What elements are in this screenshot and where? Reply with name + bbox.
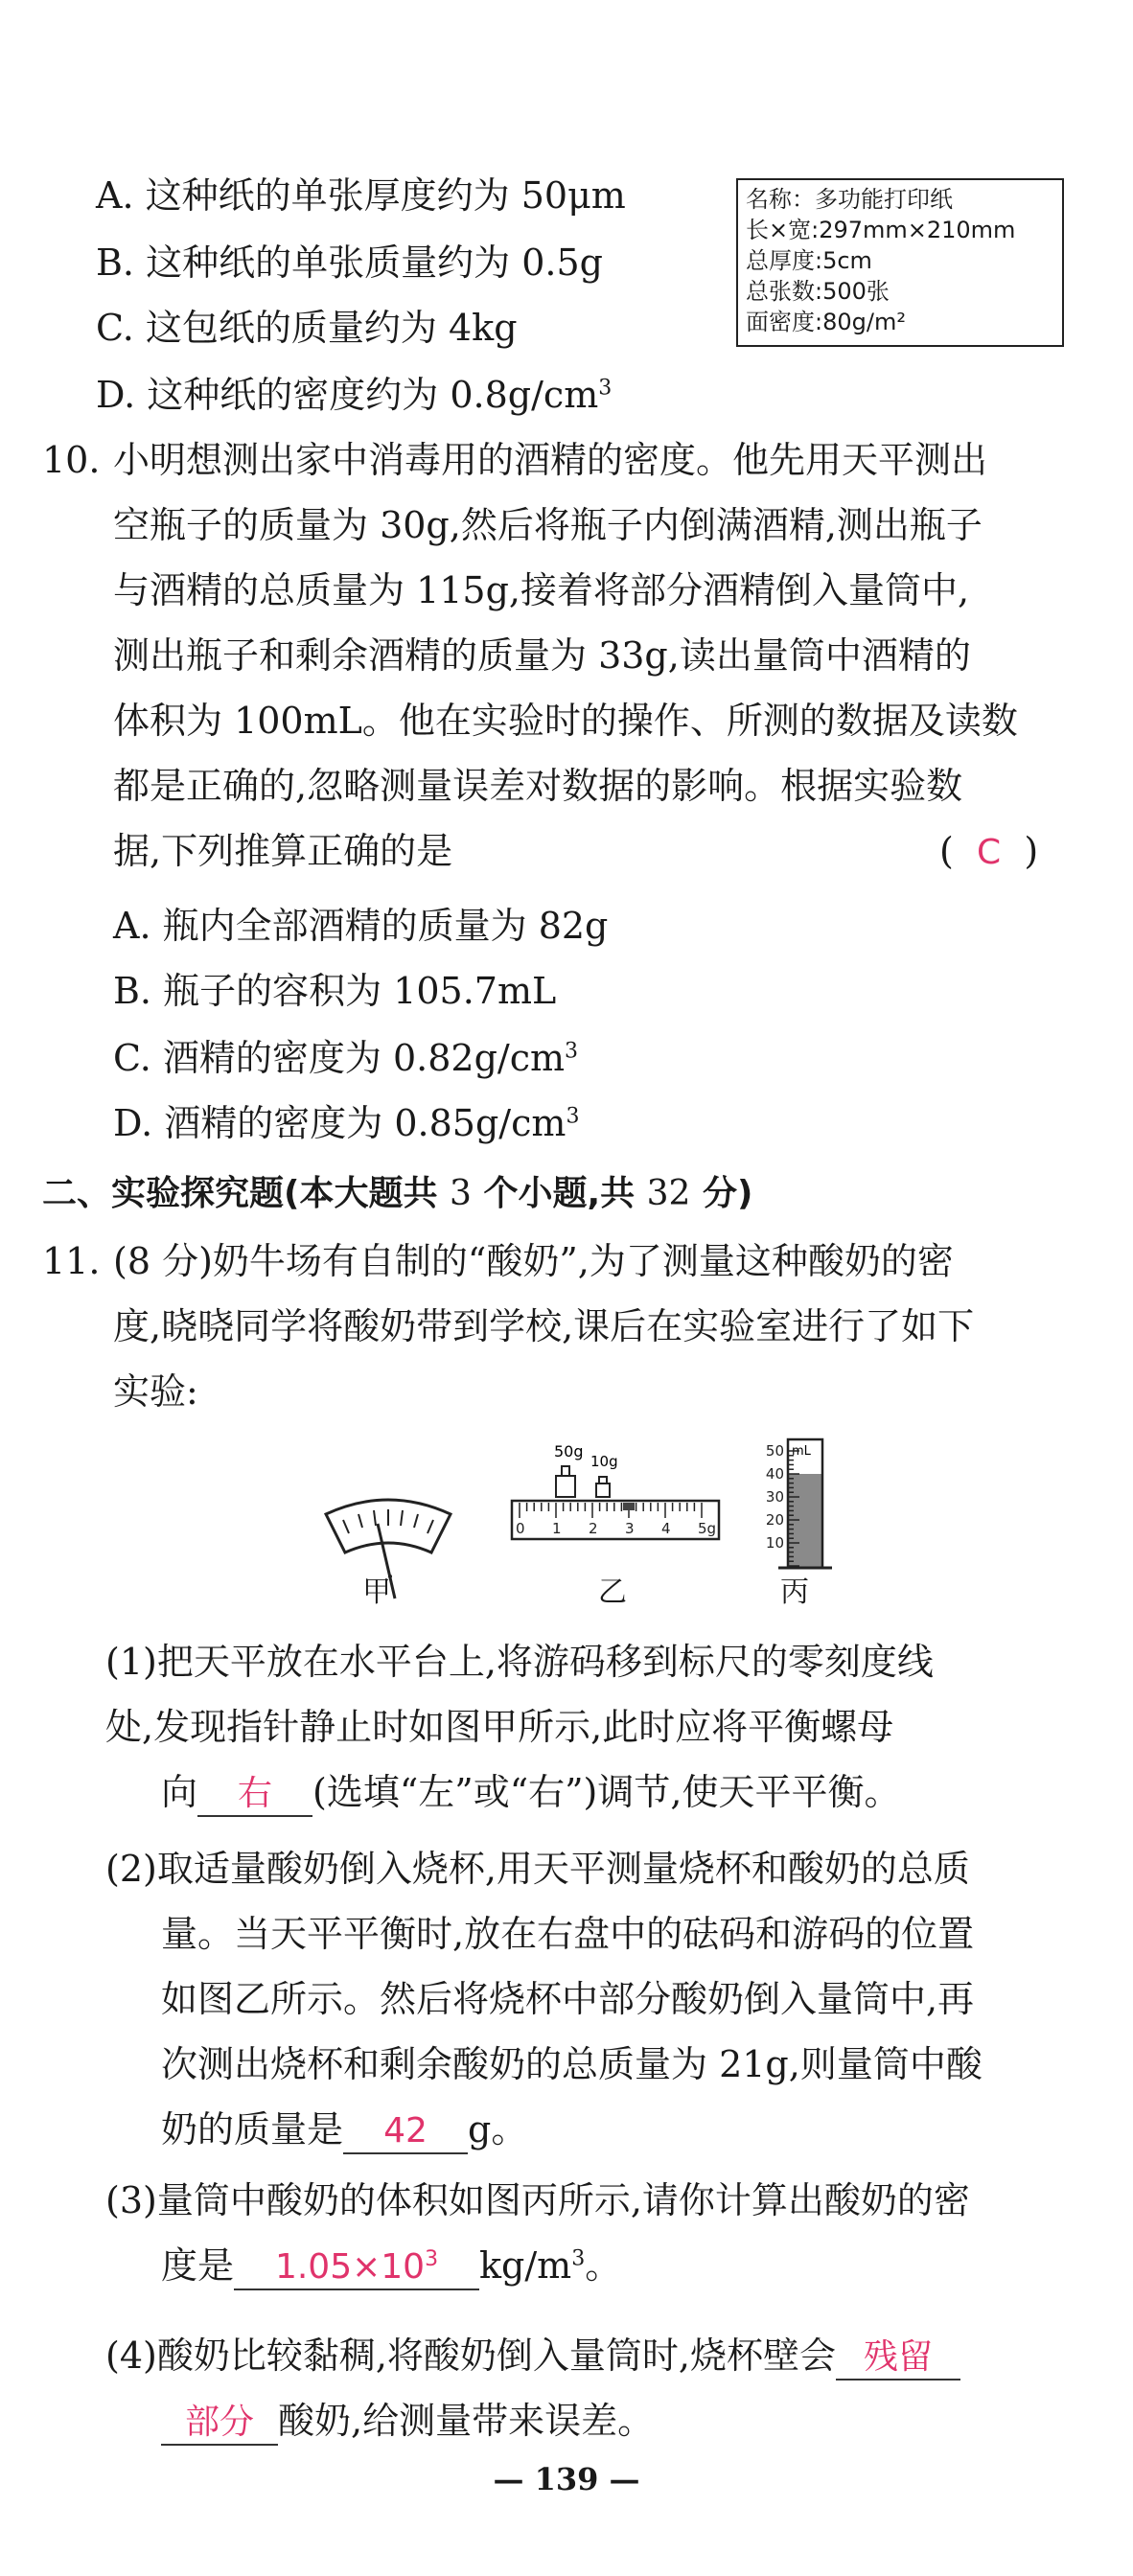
q11-p2-line-3: 如图乙所示。然后将烧杯中部分酸奶倒入量筒中,再 — [161, 1978, 975, 2020]
q10-line-6: 都是正确的,忽略测量误差对数据的影响。根据实验数 — [113, 765, 963, 807]
paper-info-box — [736, 178, 1064, 347]
q11-p4-blank-b — [161, 2400, 278, 2446]
section-2-heading: 二、实验探究题(本大题共 3 个小题,共 32 分) — [42, 1174, 753, 1213]
weight-label-10g: 10g — [590, 1453, 618, 1470]
q11-p3-line-2: 度是 $1.05\times 10^3$ $kg/m^3$。 — [161, 2241, 621, 2290]
q11-p4-answer-b: 部分 — [184, 2403, 254, 2442]
ruler-tick-label: 3 — [625, 1520, 635, 1537]
q11-p1-line-3: 向 右 (选填“左”或“右”)调节,使天平平衡。 — [161, 1767, 900, 1817]
q11-line-2: 度,晓晓同学将酸奶带到学校,课后在实验室进行了如下 — [113, 1305, 975, 1347]
q10-option-b: B. 瓶子的容积为 105.7mL — [113, 970, 557, 1012]
cylinder-unit-label: mL — [792, 1444, 811, 1459]
q10-line-2: 空瓶子的质量为 30g,然后将瓶子内倒满酒精,测出瓶子 — [113, 504, 983, 546]
q11-p3-answer: $1.05\times 10^3$ — [274, 2247, 439, 2287]
q9-option-a: A. 这种纸的单张厚度约为 50μm — [96, 174, 626, 217]
info-name: 名称：多功能打印纸 — [746, 186, 953, 213]
cylinder-tick-label: 20 — [765, 1511, 784, 1529]
figure-label-jia: 甲 — [362, 1576, 391, 1609]
ruler-tick-label: 1 — [552, 1520, 562, 1537]
q9-option-d: D. 这种纸的密度约为 $0.8g/cm^3$ — [96, 374, 613, 416]
cylinder-tick-label: 40 — [765, 1465, 784, 1483]
q11-p2-answer: 42 — [383, 2111, 428, 2150]
q11-line-1: (8 分)奶牛场有自制的“酸奶”,为了测量这种酸奶的密 — [113, 1240, 954, 1282]
ruler-rider-icon — [623, 1503, 635, 1510]
info-count: 总张数:500张 — [746, 278, 890, 305]
q11-p2-line-5: 奶的质量是 42 g。 — [161, 2104, 527, 2154]
q11-p4-answer-a: 残留 — [863, 2337, 933, 2377]
cylinder-tick-label: 50 — [765, 1442, 784, 1460]
q10-line-4: 测出瓶子和剩余酒精的质量为 33g,读出量筒中酒精的 — [113, 634, 971, 677]
page-number: — 139 — — [493, 2461, 640, 2497]
cylinder-tick-label: 10 — [765, 1534, 784, 1552]
q11-p3-blank — [234, 2244, 479, 2290]
weights-ruler-figure — [504, 1438, 727, 1562]
ruler-tick-label: 2 — [589, 1520, 598, 1537]
info-density: 面密度:80g/m² — [746, 309, 906, 335]
q11-p2-line-4: 次测出烧杯和剩余酸奶的总质量为 21g,则量筒中酸 — [161, 2043, 983, 2085]
q10-line-1: 小明想测出家中消毒用的酒精的密度。他先用天平测出 — [113, 439, 988, 481]
measuring-cylinder-figure — [740, 1434, 845, 1577]
q9-option-b: B. 这种纸的单张质量约为 0.5g — [96, 242, 603, 284]
q11-p1-blank — [197, 1771, 312, 1817]
cylinder-tick-label: 30 — [765, 1488, 784, 1506]
q10-option-c: C. 酒精的密度为 $0.82g/cm^3$ — [113, 1037, 579, 1079]
q10-answer-bracket: ( C ) — [939, 830, 1039, 872]
q10-option-a: A. 瓶内全部酒精的质量为 82g — [113, 905, 609, 947]
q11-p1-line-1: (1)把天平放在水平台上,将游码移到标尺的零刻度线 — [105, 1641, 934, 1683]
weight-10g-icon — [596, 1484, 610, 1497]
figure-label-yi: 乙 — [598, 1576, 627, 1609]
q11-p1-line-2: 处,发现指针静止时如图甲所示,此时应将平衡螺母 — [105, 1706, 894, 1748]
q11-p4-blank-a — [836, 2334, 960, 2380]
q11-p2-blank — [343, 2108, 468, 2154]
q11-p2-line-2: 量。当天平平衡时,放在右盘中的砝码和游码的位置 — [161, 1913, 975, 1955]
ruler-tick-label: 4 — [661, 1520, 671, 1537]
ruler-tick-label: 0 — [516, 1520, 525, 1537]
ruler-tick-label: 5g — [698, 1520, 717, 1537]
q11-p2-line-1: (2)取适量酸奶倒入烧杯,用天平测量烧杯和酸奶的总质 — [105, 1848, 970, 1890]
q9-option-c: C. 这包纸的质量约为 4kg — [96, 307, 518, 349]
q11-p4-line-1: (4)酸奶比较黏稠,将酸奶倒入量筒时,烧杯壁会 残留 — [105, 2331, 960, 2380]
weight-50g-icon — [556, 1476, 575, 1497]
info-thickness: 总厚度:5cm — [746, 247, 872, 274]
q10-number: 10. — [42, 439, 101, 481]
q11-p4-line-2: 部分 酸奶,给测量带来误差。 — [161, 2396, 654, 2446]
q10-line-7: 据,下列推算正确的是 — [113, 830, 453, 872]
q11-p3-line-1: (3)量筒中酸奶的体积如图丙所示,请你计算出酸奶的密 — [105, 2179, 970, 2221]
info-size: 长×宽:297mm×210mm — [746, 217, 1016, 243]
figure-label-bing: 丙 — [780, 1576, 809, 1609]
q11-line-3: 实验: — [113, 1370, 198, 1413]
q11-number: 11. — [42, 1240, 101, 1282]
q10-option-d: D. 酒精的密度为 $0.85g/cm^3$ — [113, 1102, 580, 1144]
ruler-body — [512, 1501, 719, 1539]
weight-label-50g: 50g — [554, 1442, 584, 1460]
q11-p1-answer: 右 — [238, 1774, 273, 1813]
q10-line-5: 体积为 100mL。他在实验时的操作、所测的数据及读数 — [113, 700, 1018, 742]
q10-line-3: 与酒精的总质量为 115g,接着将部分酒精倒入量筒中, — [113, 569, 970, 611]
q10-answer: C — [977, 833, 1002, 872]
